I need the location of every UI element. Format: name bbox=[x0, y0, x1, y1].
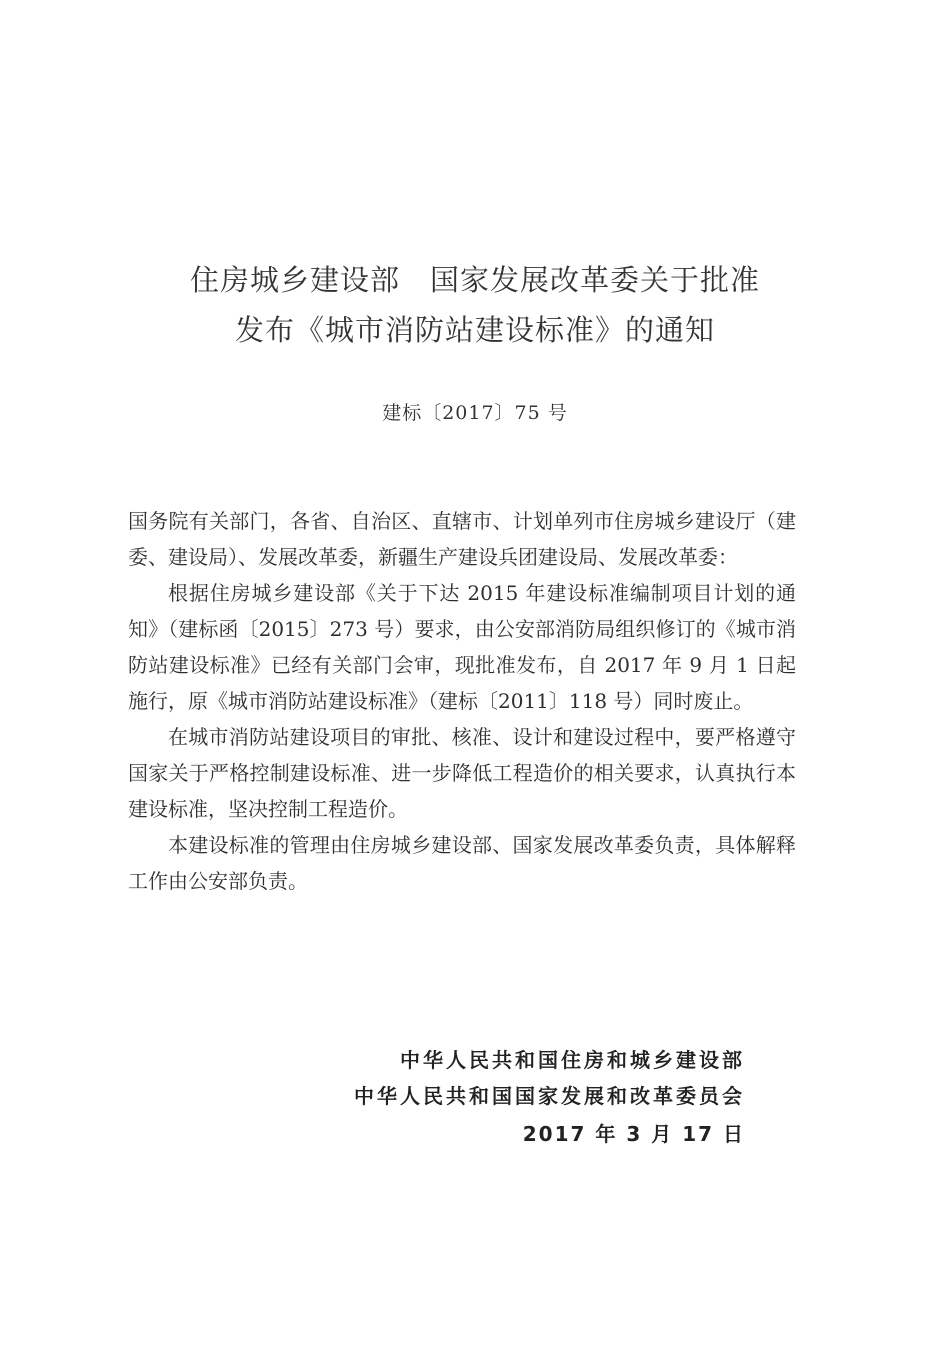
document-number: 建标〔2017〕75 号 bbox=[382, 402, 568, 424]
signature-date: 2017 年 3 月 17 日 bbox=[522, 1122, 745, 1146]
body-paragraph-2: 在城市消防站建设项目的审批、核准、设计和建设过程中，要严格遵守国家关于严格控制建设标准、进一步降低工程造价的相关要求，认真执行本建设标准，坚决控制工程造价。 bbox=[128, 725, 796, 821]
notice-title-line-2: 发布《城市消防站建设标准》的通知 bbox=[234, 313, 715, 347]
notice-body bbox=[128, 503, 796, 899]
body-paragraph-3: 本建设标准的管理由住房城乡建设部、国家发展改革委负责，具体解释工作由公安部负责。 bbox=[128, 833, 796, 893]
signature-org-housing: 中华人民共和国住房和城乡建设部 bbox=[400, 1048, 745, 1072]
body-paragraph-1: 根据住房城乡建设部《关于下达 2015 年建设标准编制项目计划的通知》（建标函〔2015〕273 号）要求，由公安部消防局组织修订的《城市消防站建设标准》已经有关部门会审，现批准发布，自 2017 年 9 月 1 日起施行，原《城市消防站建设标准》（建标〔2011〕118 号）同时废止。 bbox=[128, 581, 796, 713]
salutation: 国务院有关部门，各省、自治区、直辖市、计划单列市住房城乡建设厅（建委、建设局）、发展改革委，新疆生产建设兵团建设局、发展改革委： bbox=[128, 509, 796, 569]
notice-title-line-1: 住房城乡建设部 国家发展改革委关于批准 bbox=[189, 263, 760, 297]
signature-org-ndrc: 中华人民共和国国家发展和改革委员会 bbox=[354, 1084, 745, 1108]
